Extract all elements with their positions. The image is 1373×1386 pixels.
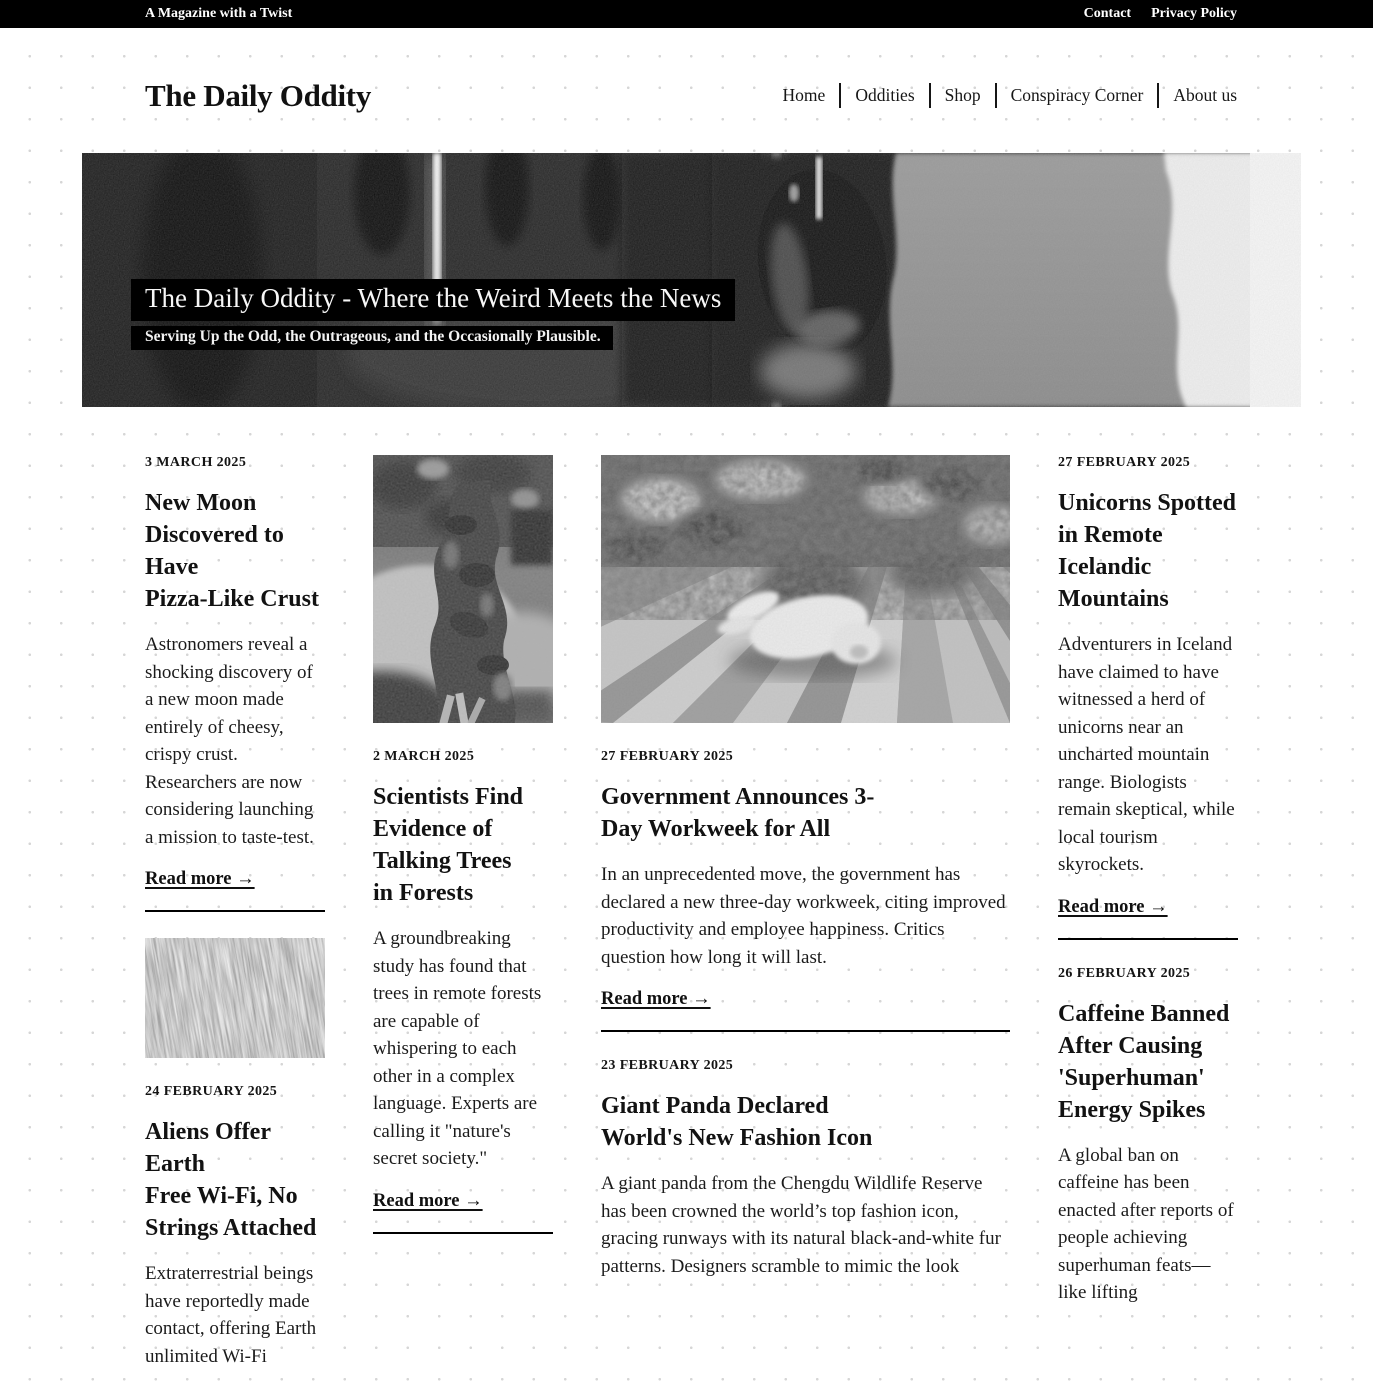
article-title[interactable]: Government Announces 3- Day Workweek for All (601, 784, 875, 842)
article-date: 26 FEBRUARY 2025 (1058, 965, 1191, 981)
article-title[interactable]: Unicorns Spotted in Remote Icelandic Mountains (1058, 490, 1237, 612)
article-caffeine-ban (1058, 966, 1238, 1307)
nav-divider (839, 83, 841, 108)
article-date: 27 FEBRUARY 2025 (601, 749, 734, 764)
article-new-moon (145, 455, 325, 912)
contact-link[interactable]: Contact (1083, 6, 1132, 21)
article-excerpt: A groundbreaking study has found that trees in remote forests are capable of whispering to each other in a complex language. Experts are calling it "nature's secret society." (373, 928, 542, 1169)
article-image-fur-texture[interactable] (145, 938, 325, 1058)
article-talking-trees (373, 455, 553, 1234)
column-4 (1058, 455, 1238, 1323)
column-2 (373, 455, 553, 1260)
nav-item-home[interactable]: Home (782, 85, 826, 105)
article-date: 24 FEBRUARY 2025 (145, 1084, 278, 1099)
article-divider (373, 1232, 553, 1234)
read-more-link[interactable]: Read more → (145, 869, 255, 889)
topbar (0, 0, 1373, 28)
article-excerpt: A global ban on caffeine has been enacted after reports of people achieving superhuman feats—like lifting (1058, 1144, 1234, 1303)
article-image-olive-tree[interactable] (373, 455, 553, 723)
article-excerpt: Extraterrestrial beings have reportedly made contact, offering Earth unlimited Wi-Fi (145, 1263, 317, 1367)
topbar-links (1084, 6, 1237, 22)
article-title[interactable]: New Moon Discovered to Have Pizza-Like Crust (145, 490, 319, 612)
hero-banner (82, 153, 1301, 407)
read-more-link[interactable]: Read more → (373, 1190, 483, 1211)
hero-subtitle: Serving Up the Odd, the Outrageous, and the Occasionally Plausible. (131, 326, 613, 350)
article-date: 3 MARCH 2025 (145, 455, 247, 470)
article-date: 23 FEBRUARY 2025 (601, 1058, 734, 1073)
nav-divider (995, 83, 997, 108)
nav-divider (929, 83, 931, 108)
article-grid (145, 455, 1238, 1386)
article-title[interactable]: Aliens Offer Earth Free Wi-Fi, No Strings Attached (145, 1119, 317, 1241)
article-aliens-wifi (145, 938, 325, 1370)
article-title[interactable]: Scientists Find Evidence of Talking Trees in Forests (373, 784, 524, 906)
site-title[interactable]: The Daily Oddity (145, 77, 372, 113)
read-more-link[interactable]: Read more → (601, 989, 711, 1009)
privacy-policy-link[interactable]: Privacy Policy (1151, 6, 1237, 21)
hero-title: The Daily Oddity - Where the Weird Meets the News (131, 279, 735, 321)
nav-item-shop[interactable]: Shop (944, 85, 981, 105)
article-divider (145, 910, 325, 912)
article-workweek (601, 455, 1010, 1032)
article-date: 2 MARCH 2025 (373, 749, 475, 764)
nav-divider (1157, 83, 1159, 108)
hero-text-block (131, 279, 735, 350)
main-nav (783, 83, 1237, 108)
article-excerpt: Astronomers reveal a shocking discovery of a new moon made entirely of cheesy, crispy crust. Researchers are now considering launching a mission to taste-test. (145, 634, 314, 848)
topbar-tagline: A Magazine with a Twist (145, 6, 293, 21)
read-more-link[interactable]: Read more → (1058, 896, 1168, 917)
article-excerpt: In an unprecedented move, the government has declared a new three-day workweek, citing improved productivity and employee happiness. Critics question how long it will last. (601, 864, 1006, 968)
nav-item-about-us[interactable]: About us (1173, 85, 1237, 105)
column-3 (601, 455, 1010, 1296)
article-image-cat-on-bamboo[interactable] (601, 455, 1010, 723)
article-date: 27 FEBRUARY 2025 (1058, 455, 1191, 470)
article-title[interactable]: Giant Panda Declared World's New Fashion Icon (601, 1093, 873, 1151)
column-1 (145, 455, 325, 1386)
article-excerpt: A giant panda from the Chengdu Wildlife Reserve has been crowned the world’s top fashion icon, gracing runways with its natural black-and-white fur patterns. Designers scramble to mimic the look (601, 1173, 1001, 1277)
article-panda-fashion (601, 1058, 1010, 1280)
article-divider (1058, 938, 1238, 940)
article-excerpt: Adventurers in Iceland have claimed to have witnessed a herd of unicorns near an uncharted mountain range. Biologists remain skeptical, while local tourism skyrockets. (1058, 634, 1235, 875)
article-divider (601, 1030, 1010, 1032)
masthead (0, 28, 1373, 153)
nav-item-oddities[interactable]: Oddities (855, 85, 915, 105)
article-title[interactable]: Caffeine Banned After Causing 'Superhuman' Energy Spikes (1058, 1000, 1230, 1123)
article-unicorns (1058, 455, 1238, 940)
nav-item-conspiracy-corner[interactable]: Conspiracy Corner (1010, 85, 1144, 105)
